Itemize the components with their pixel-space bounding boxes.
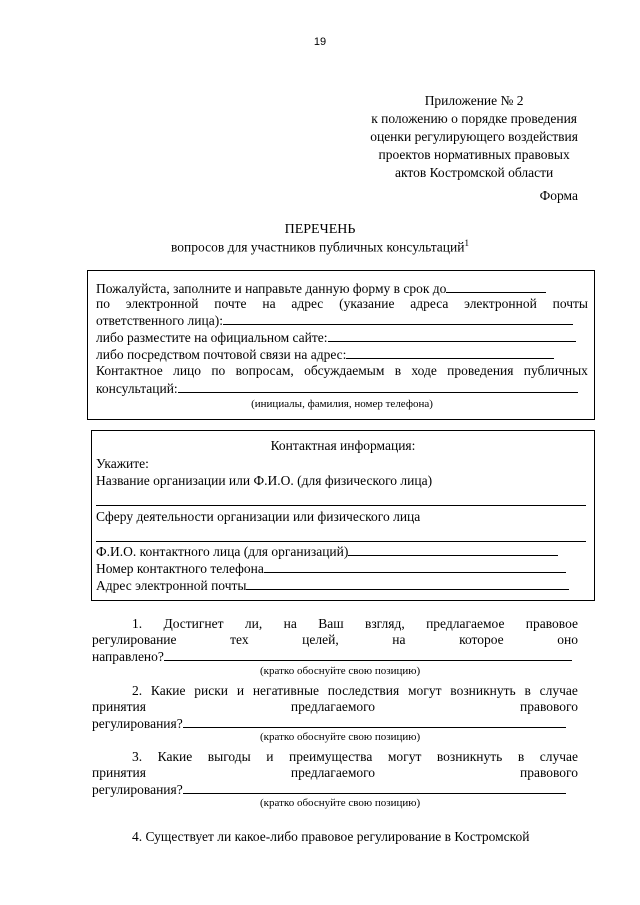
answer-3-field[interactable] [183,781,566,794]
word: на [262,296,276,311]
word: 2. [132,683,143,698]
annex-line: актов Костромской области [395,165,554,180]
word: и [266,749,274,764]
website-line [96,329,576,346]
word: и [236,683,245,698]
annex-line: проектов нормативных правовых [378,147,570,162]
email-input[interactable] [246,577,569,590]
word: выгоды [207,749,251,764]
answer-1-field[interactable] [164,648,572,661]
word: предлагаемого [290,699,376,714]
word: последствия [327,683,400,698]
word: случае [539,683,578,698]
word: лицо [173,363,202,378]
word: проведения [447,363,514,378]
word: оно [557,632,578,647]
word: правового [520,699,578,714]
word: в [524,683,531,698]
word: обсуждаемым [304,363,385,378]
word: адреса [410,296,449,311]
website-field[interactable] [328,329,576,342]
answer-1-hint: (кратко обоснуйте свою позицию) [260,665,421,677]
postal-address-field[interactable] [346,346,554,359]
word: ходе [411,363,437,378]
word: риски [194,683,229,698]
word: публичных [523,363,588,378]
contact-person-label: Ф.И.О. контактного лица (для организаций) [96,544,349,559]
word: предлагаемое [426,616,505,631]
org-name-field[interactable] [96,505,586,506]
consultations-line [96,380,578,397]
word: правового [520,765,578,780]
responsible-label: ответственного лица): [96,313,223,328]
word: Какие [157,749,193,764]
word: преимущества [289,749,373,764]
question-1-line-1 [132,616,578,632]
contact-person-field[interactable] [178,380,578,393]
indicate-label: Укажите: [96,456,149,471]
question-2-line-1 [132,683,578,699]
responsible-email-field[interactable] [223,312,573,325]
postal-line [96,346,554,363]
annex-line: Приложение № 2 [424,93,524,108]
annex-header [370,92,578,182]
word: адрес [291,296,324,311]
deadline-line [96,280,546,297]
word: Достигнет [163,616,224,631]
word: целей, [302,632,339,647]
question-1-line-3 [92,648,572,665]
word: регулирование [92,632,177,647]
answer-3-hint: (кратко обоснуйте свою позицию) [260,797,421,809]
word: вопросам, [235,363,294,378]
word: могут [387,749,422,764]
footnote-mark: 1 [464,238,469,248]
contact-person-line [96,363,588,379]
email-line [96,296,588,312]
document-subtitle [0,238,640,256]
word: Какие [150,683,186,698]
word: электронной [464,296,537,311]
word: ли, [244,616,263,631]
contact-hint: (инициалы, фамилия, номер телефона) [251,398,433,410]
word: принятия [92,765,146,780]
org-name-label: Название организации или Ф.И.О. (для физического лица) [96,473,433,488]
deadline-label: Пожалуйста, заполните и направьте данную форму в срок до [96,281,447,296]
sphere-field[interactable] [96,541,586,542]
email-label: Адрес электронной почты [96,578,247,593]
word: по [96,296,110,311]
question-1-ending: направлено? [92,649,164,664]
deadline-field[interactable] [446,280,546,293]
phone-input[interactable] [264,560,566,573]
word: возникнуть [436,749,503,764]
form-label: Форма [539,188,578,203]
email-row [96,577,569,594]
word: принятия [92,699,146,714]
word: Ваш [318,616,344,631]
phone-row [96,560,566,577]
word: электронной [125,296,199,311]
page-number: 19 [313,36,327,48]
consultations-label: консультаций: [96,381,178,396]
annex-line: оценки регулирующего воздействия [370,129,578,144]
word: тех [230,632,249,647]
responsible-line [96,312,573,329]
contact-person-row [96,543,558,560]
annex-line: к положению о порядке проведения [371,111,578,126]
question-2-line-3 [92,715,566,732]
question-3-ending: регулирования? [92,782,183,797]
contact-info-heading: Контактная информация: [270,438,416,453]
contact-person-input[interactable] [348,543,558,556]
question-2-ending: регулирования? [92,716,183,731]
website-label: либо разместите на официальном сайте: [96,330,328,345]
question-1-line-2 [92,632,578,648]
word: в [394,363,402,378]
word: в [517,749,525,764]
word: на [283,616,297,631]
word: правовое [525,616,578,631]
word: могут [408,683,442,698]
word: (указание [339,296,395,311]
word: негативные [252,683,320,698]
postal-label: либо посредством почтовой связи на адрес: [96,347,347,362]
phone-label: Номер контактного телефона [96,561,264,576]
word: возникнуть [450,683,516,698]
word: почте [214,296,247,311]
question-3-line-3 [92,781,566,798]
question-3-line-2 [92,765,578,781]
word: на [392,632,406,647]
word: 1. [132,616,143,631]
document-title: ПЕРЕЧЕНЬ [284,222,356,237]
answer-2-field[interactable] [183,715,566,728]
word: Контактное [96,363,163,378]
word: которое [459,632,504,647]
subtitle-text: вопросов для участников публичных консультаций [171,239,465,255]
answer-2-hint: (кратко обоснуйте свою позицию) [260,731,421,743]
word: почты [552,296,588,311]
question-4-line-1: 4. Существует ли какое-либо правовое регулирование в Костромской [132,829,530,844]
word: взгляд, [364,616,405,631]
sphere-label: Сферу деятельности организации или физического лица [96,509,421,524]
word: 3. [132,749,143,764]
word: предлагаемого [290,765,376,780]
word: случае [539,749,578,764]
question-2-line-2 [92,699,578,715]
question-3-line-1 [132,749,578,765]
word: по [211,363,226,378]
